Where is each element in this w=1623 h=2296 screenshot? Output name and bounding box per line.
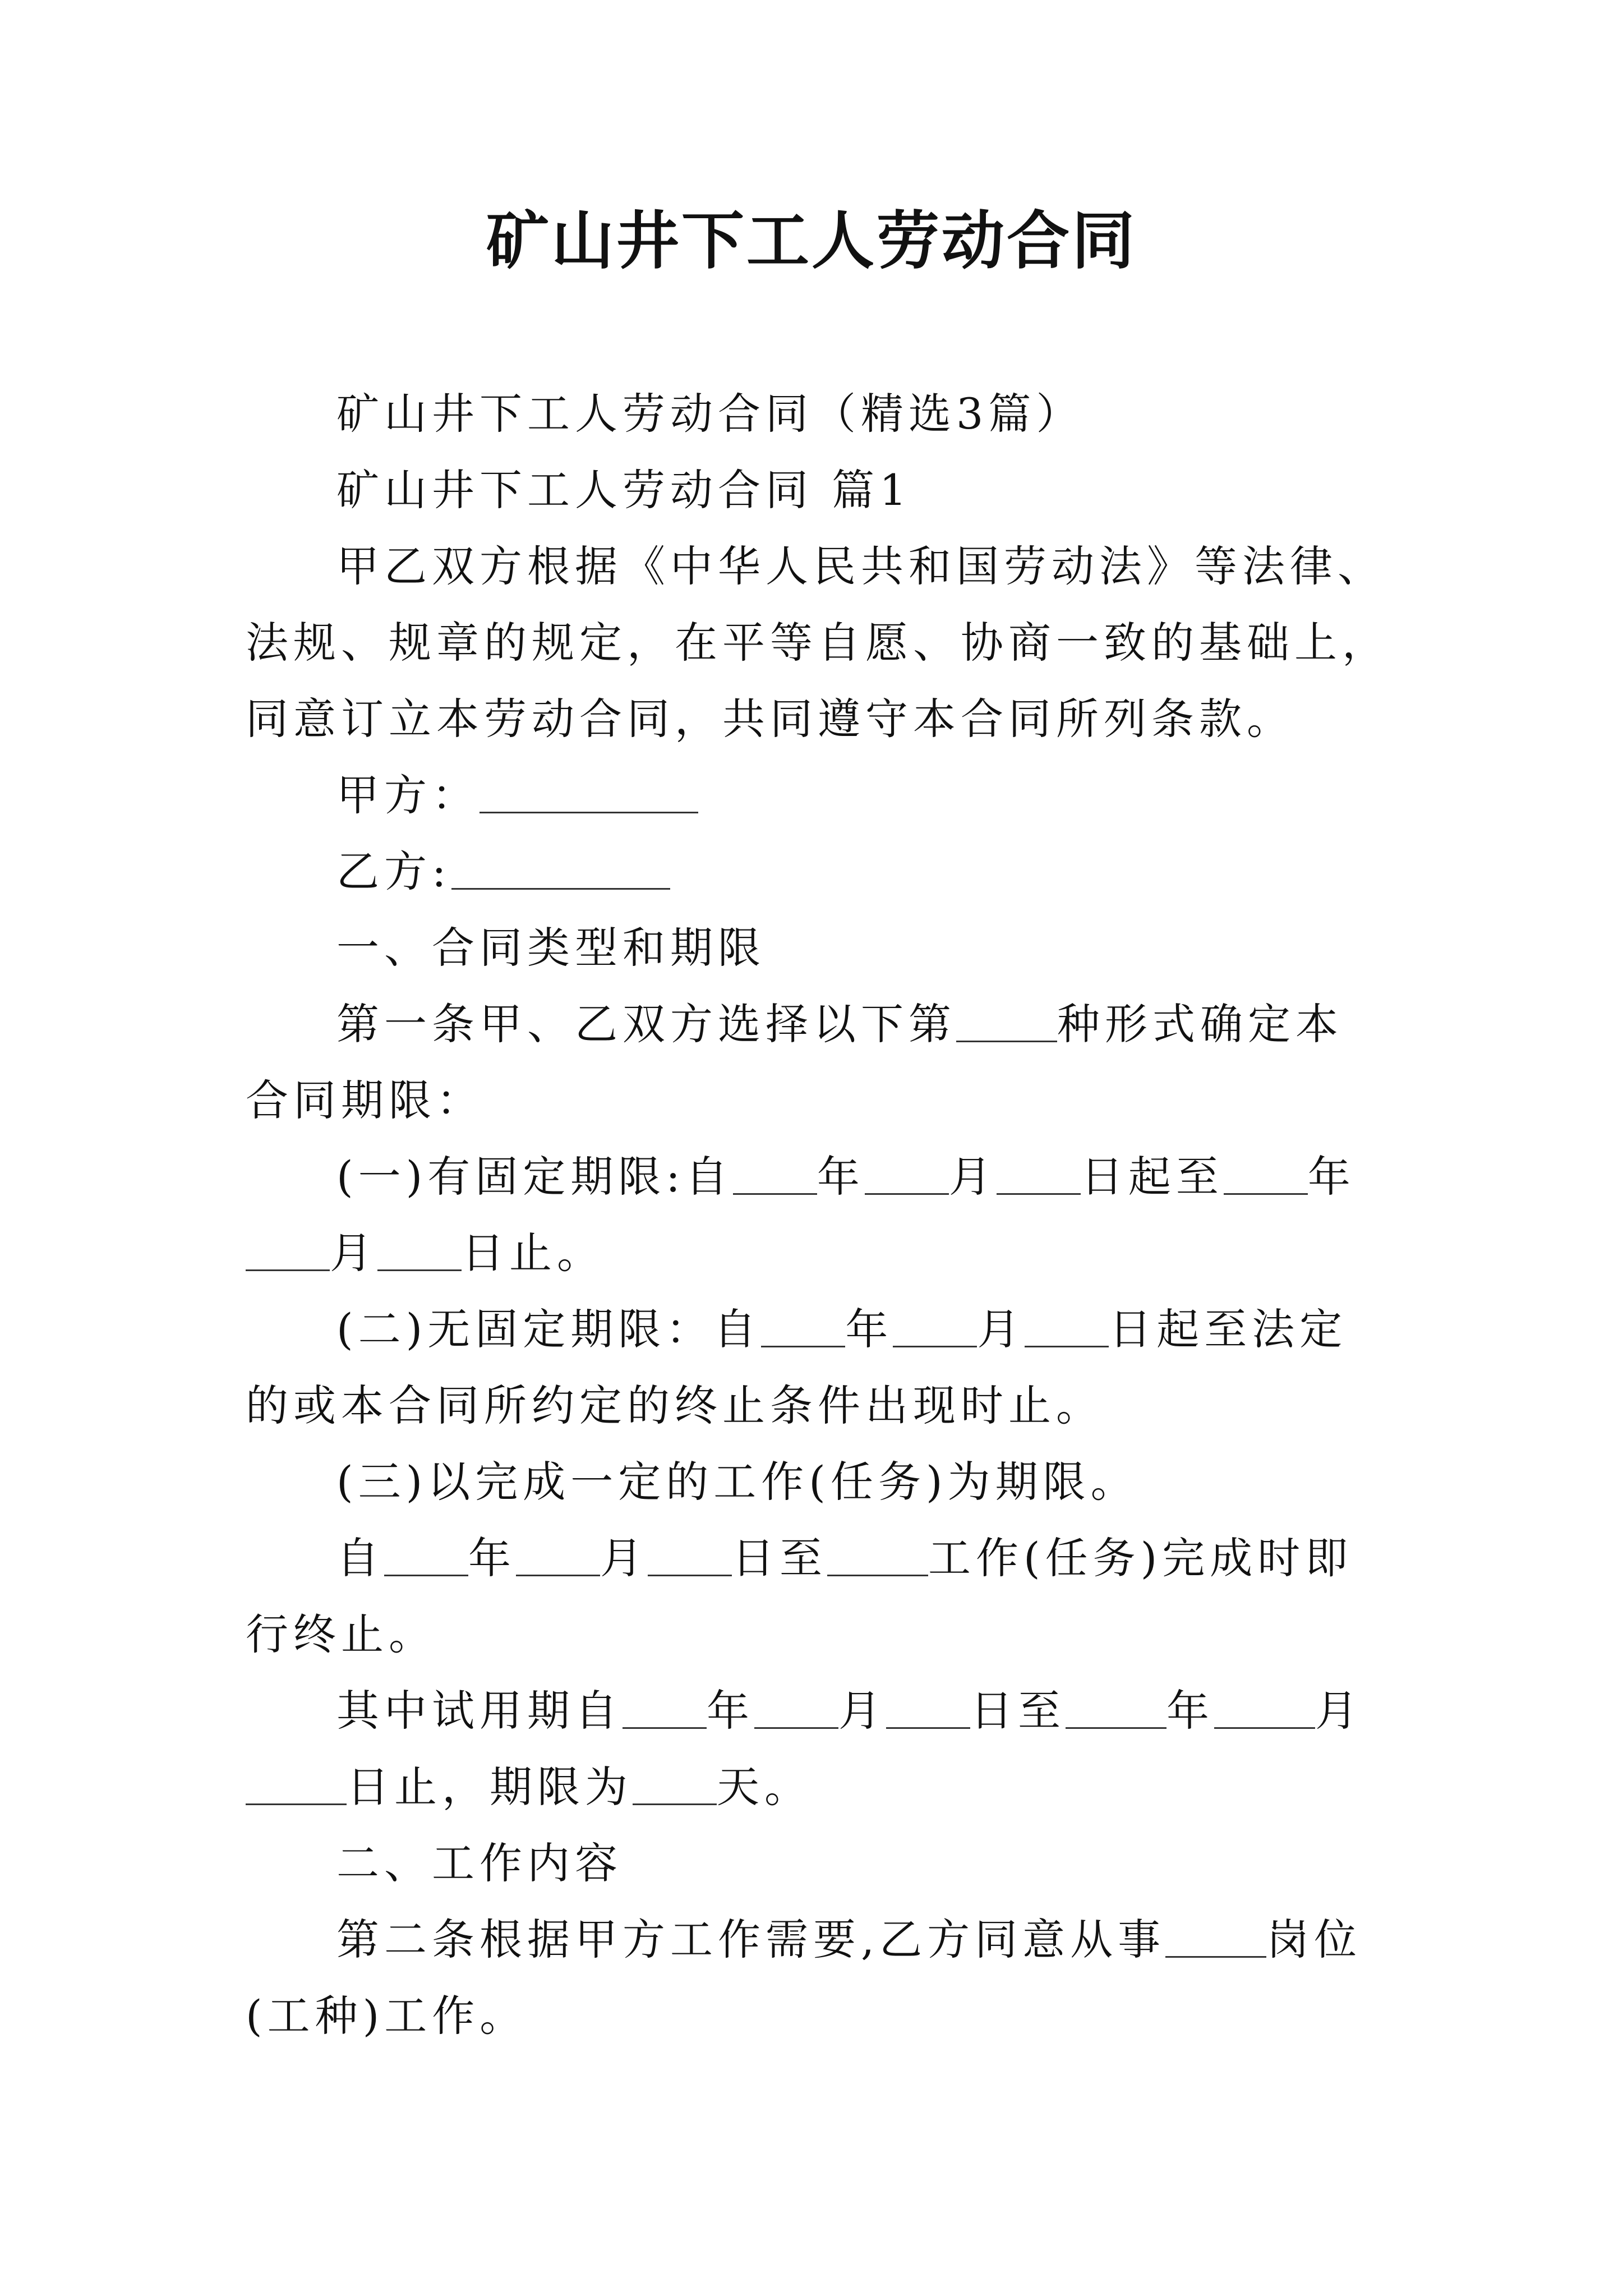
paragraph-fixed-term (246, 1139, 1390, 1291)
fixed-term-blank (1224, 1154, 1308, 1195)
paragraph-article-2 (246, 1902, 1390, 2054)
paragraph-heading-1: 一、合同类型和期限 (336, 923, 766, 973)
task-dates-text-4: 日至 (732, 1533, 827, 1583)
probation-blank (246, 1764, 347, 1805)
probation-blank (623, 1688, 707, 1729)
fixed-term-blank (733, 1154, 817, 1195)
paragraph-probation (246, 1673, 1390, 1825)
probation-blank (1214, 1688, 1315, 1729)
task-dates-blank (384, 1535, 468, 1576)
probation-text-4: 日至 (970, 1686, 1066, 1736)
open-term-text-3: 月 (977, 1304, 1025, 1354)
fixed-term-blank (246, 1230, 330, 1271)
probation-text-3: 月 (838, 1686, 886, 1736)
fixed-term-text-5: 年 (1307, 1152, 1355, 1202)
paragraph-article-1 (246, 986, 1390, 1139)
task-dates-text-2: 年 (468, 1533, 516, 1583)
article-2-text-b: 岗位(工种)工作。 (246, 1915, 1362, 2041)
party-b-blank (451, 849, 670, 890)
probation-text-6: 月 (1315, 1686, 1363, 1736)
paragraph-subtitle: 矿山井下工人劳动合同（精选3篇） (336, 389, 1084, 439)
article-1-text-b: 种形式确定本合同期限： (246, 999, 1343, 1125)
article-1-blank (956, 1001, 1057, 1042)
probation-text-1: 其中试用期自 (336, 1686, 623, 1736)
fixed-term-blank (865, 1154, 949, 1195)
fixed-term-text-6: 月 (330, 1228, 377, 1278)
fixed-term-blank (377, 1230, 462, 1271)
document-title: 矿山井下工人劳动合同 (486, 204, 1137, 278)
task-dates-text-3: 月 (600, 1533, 648, 1583)
probation-blank (633, 1764, 717, 1805)
party-b-label: 乙方: (336, 846, 451, 896)
open-term-blank (1025, 1306, 1109, 1347)
paragraph-task-term: (三)以完成一定的工作(任务)为期限。 (336, 1457, 1138, 1507)
probation-blank (1066, 1688, 1166, 1729)
party-a-blank (479, 772, 698, 813)
article-2-blank (1165, 1917, 1266, 1958)
fixed-term-text-3: 月 (948, 1152, 997, 1202)
open-term-blank (893, 1306, 977, 1347)
paragraph-open-term (246, 1291, 1390, 1444)
fixed-term-text-1: (一)有固定期限:自 (336, 1152, 733, 1202)
paragraph-party-a (246, 757, 1390, 834)
probation-text-5: 年 (1166, 1686, 1214, 1736)
open-term-text-1: (二)无固定期限：自 (336, 1304, 762, 1354)
document-body (246, 376, 1390, 2054)
fixed-term-text-2: 年 (817, 1152, 865, 1202)
task-dates-blank (516, 1535, 600, 1576)
task-dates-blank (827, 1535, 928, 1576)
probation-text-2: 年 (707, 1686, 754, 1736)
task-dates-blank (648, 1535, 732, 1576)
paragraph-preamble: 甲乙双方根据《中华人民共和国劳动法》等法律、法规、规章的规定，在平等自愿、协商一致的基础上，同意订立本劳动合同，共同遵守本合同所列条款。 (246, 541, 1390, 744)
fixed-term-text-4: 日起至 (1080, 1152, 1224, 1202)
probation-blank (754, 1688, 838, 1729)
paragraph-heading-2: 二、工作内容 (336, 1838, 623, 1888)
fixed-term-blank (997, 1154, 1081, 1195)
open-term-blank (761, 1306, 845, 1347)
probation-blank (886, 1688, 970, 1729)
probation-text-8: 天。 (717, 1762, 812, 1812)
probation-text-7: 日止，期限为 (347, 1762, 633, 1812)
paragraph-section-heading: 矿山井下工人劳动合同 篇1 (336, 465, 912, 515)
open-term-text-4: 日起至法定的或本合同所约定的终止条件出现时止。 (246, 1304, 1348, 1430)
party-a-label: 甲方： (336, 770, 479, 820)
paragraph-party-b (246, 834, 1390, 910)
task-dates-text-1: 自 (336, 1533, 384, 1583)
open-term-text-2: 年 (845, 1304, 893, 1354)
article-1-text-a: 第一条甲、乙双方选择以下第 (336, 999, 956, 1049)
paragraph-task-dates (246, 1520, 1390, 1673)
article-2-text-a: 第二条根据甲方工作需要,乙方同意从事 (336, 1915, 1166, 1964)
fixed-term-text-7: 日止。 (462, 1228, 605, 1278)
task-dates-text-5: 工作(任务)完成时即行终止。 (246, 1533, 1353, 1659)
